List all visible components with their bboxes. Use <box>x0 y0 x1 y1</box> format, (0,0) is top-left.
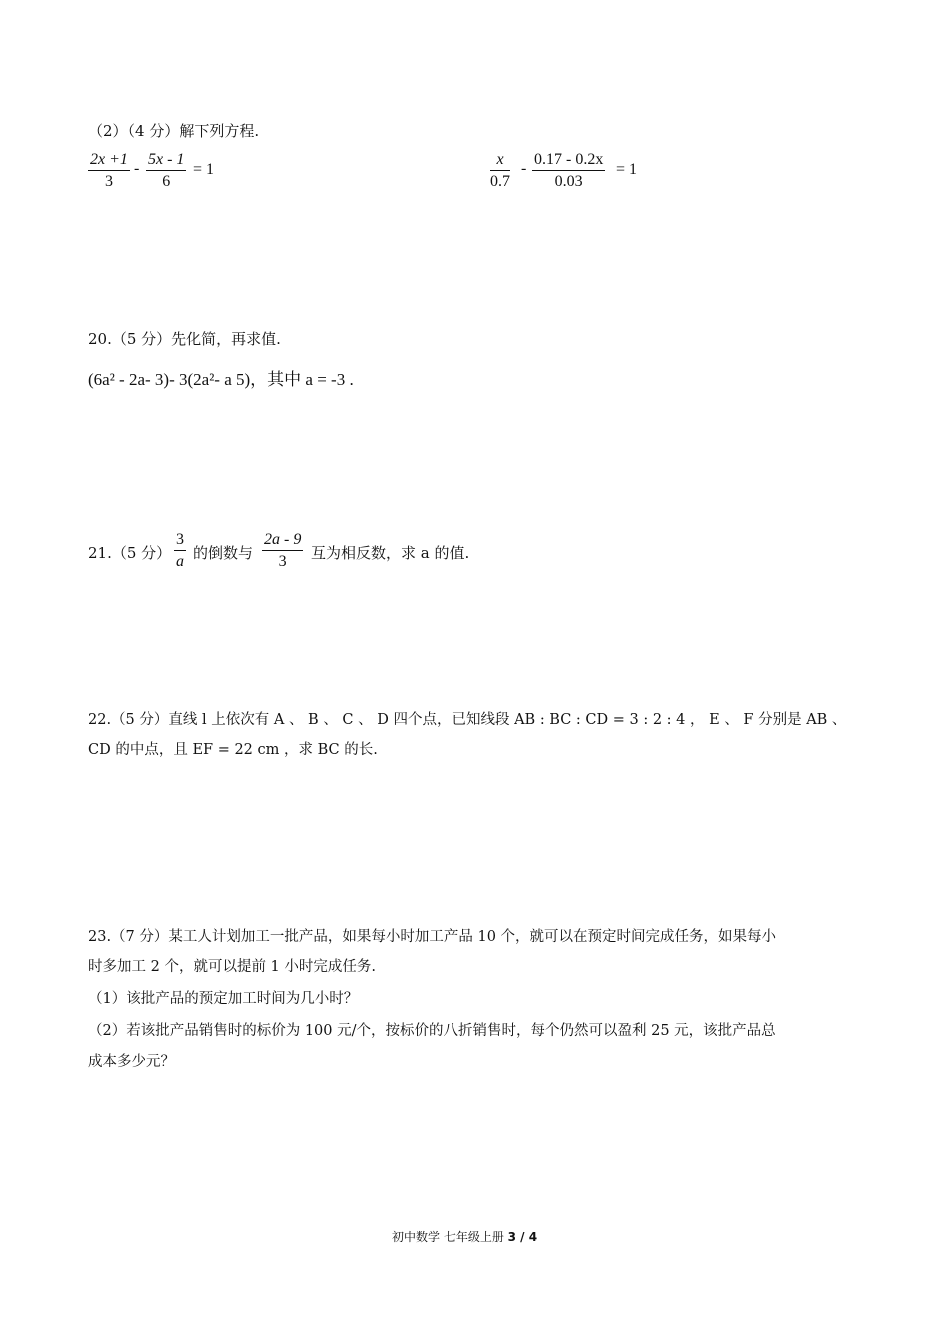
eq1-f2-denominator: 6 <box>162 173 171 190</box>
page-footer <box>392 1228 537 1245</box>
q21-suffix: 互为相反数，求 a 的值. <box>311 544 470 562</box>
footer-text: 初中数学 七年级上册 <box>392 1230 508 1244</box>
eq2-fraction-1 <box>490 150 510 193</box>
eq2-f2-denominator: 0.03 <box>554 173 583 190</box>
eq1-rhs: = 1 <box>193 161 215 178</box>
q22-line-1: 22.（5 分）直线 l 上依次有 A 、 B 、 C 、 D 四个点，已知线段 AB : BC : CD = 3 : 2 : 4 ， E 、 F 分别是 AB 、 <box>88 712 847 728</box>
page-number: 3 / 4 <box>507 1230 538 1244</box>
eq2-f1-numerator: x <box>490 150 510 171</box>
q21-f1-numerator: 3 <box>174 530 186 551</box>
q23-sub-2-line-2: 成本多少元？ <box>88 1054 175 1070</box>
q19-2-header: （2）（4 分）解下列方程. <box>88 122 260 140</box>
q23-line-1: 23.（7 分）某工人计划加工一批产品，如果每小时加工产品 10 个，就可以在预定时间完成任务，如果每小 <box>88 929 777 945</box>
eq2-minus: - <box>521 160 527 177</box>
eq2-f1-denominator: 0.7 <box>490 173 510 190</box>
eq2-rhs: = 1 <box>616 161 638 178</box>
eq1-f1-denominator: 3 <box>104 173 113 190</box>
eq1-minus: - <box>134 160 140 177</box>
q21-f2-numerator: 2a - 9 <box>262 530 303 551</box>
q21-f1-denominator: a <box>176 553 184 570</box>
q21-middle-text: 的倒数与 <box>193 544 254 562</box>
eq1-f1-numerator: 2x +1 <box>88 150 130 171</box>
eq1-fraction-2 <box>146 150 186 193</box>
q21-fraction-1 <box>174 530 186 573</box>
eq1-f2-numerator: 5x - 1 <box>146 150 186 171</box>
eq1-fraction-1 <box>88 150 130 193</box>
q23-sub-1: （1）该批产品的预定加工时间为几小时？ <box>88 991 359 1007</box>
q21-f2-denominator: 3 <box>278 553 287 570</box>
eq2-f2-numerator: 0.17 - 0.2x <box>532 150 605 171</box>
q23-sub-2-line-1: （2）若该批产品销售时的标价为 100 元/个，按标价的八折销售时，每个仍然可以盈利 25 元，该批产品总 <box>88 1023 776 1039</box>
q22-line-2: CD 的中点，且 EF = 22 cm ，求 BC 的长. <box>88 742 378 758</box>
q21-prefix: 21.（5 分） <box>88 544 172 562</box>
q23-line-2: 时多加工 2 个，就可以提前 1 小时完成任务. <box>88 959 376 975</box>
eq2-fraction-2 <box>532 150 605 193</box>
q20-title: 20.（5 分）先化简，再求值. <box>88 330 281 348</box>
q20-expression: (6a² - 2a- 3)- 3(2a²- a 5)，其中 a = -3 . <box>88 370 354 389</box>
q21-fraction-2 <box>262 530 303 573</box>
